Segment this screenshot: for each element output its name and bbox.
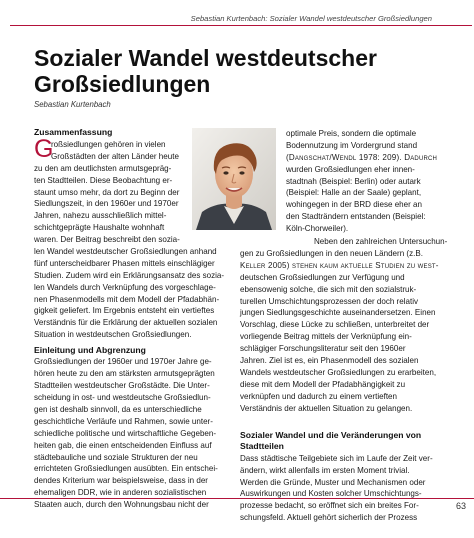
intro-line: geschichtliche Verläufe und Rahmen, sowie unter- bbox=[34, 416, 213, 426]
citation-line: (Dangschat/Wendl 1978: 209). Dadurch bbox=[286, 152, 438, 162]
summary-line: Situation in westdeutschen Großsiedlungen. bbox=[34, 330, 192, 340]
body-line: Werden die Gründe, Muster und Mechanismen oder bbox=[240, 477, 426, 487]
intro-line: städtebauliche und soziale Strukturen der neu bbox=[34, 452, 198, 462]
intro-line: heiten gab, die einen entscheidenden Einfluss auf bbox=[34, 440, 212, 450]
summary-paragraph-wide bbox=[34, 246, 274, 341]
body-line: diese mit dem Modell der Pfadabhängigkeit zu bbox=[240, 379, 406, 389]
summary-line: len Wandels durch Verknüpfung des vorgeschlage- bbox=[34, 282, 216, 292]
intro-line: dendes Kriterium war beispielsweise, dass in der bbox=[34, 476, 208, 486]
body-line: wurden Großsiedlungen eher innen- bbox=[286, 164, 415, 174]
intro-line: Großsiedlungen der 1960er und 1970er Jahre ge- bbox=[34, 357, 212, 367]
body-line: Verständnis der aktuellen Situation zu gelangen. bbox=[240, 403, 413, 413]
body-line: gen zu Großsiedlungen in den neuen Ländern (z.B. bbox=[240, 249, 423, 258]
summary-line: roßsiedlungen gehören in vielen bbox=[51, 140, 166, 149]
body-line: den Stadträndern entstanden (Beispiel: bbox=[286, 212, 426, 222]
summary-line: Siedlungszeit, in den 1960er und 1970er bbox=[34, 199, 179, 209]
left-column bbox=[34, 127, 182, 138]
change-heading: Sozialer Wandel und die Veränderungen von Stadtteilen bbox=[240, 430, 422, 452]
summary-line: Großstädten der alten Länder heute bbox=[51, 151, 179, 161]
body-line: prozesse bedacht, so eröffnet sich ein breites For- bbox=[240, 501, 419, 511]
summary-line: Studien. Zudem wird ein Erklärungsansatz des sozia- bbox=[34, 270, 225, 280]
body-line: optimale Preis, sondern die optimale bbox=[286, 129, 417, 138]
right-column-body-wide bbox=[240, 248, 439, 414]
change-section bbox=[240, 430, 436, 524]
summary-line: Jahren, nahezu ausschließlich mittel- bbox=[34, 211, 167, 221]
intro-line: ehemaligen DDR, wie in anderen sozialistischen bbox=[34, 488, 207, 498]
body-line: Köln-Chorweiler). bbox=[286, 224, 349, 234]
citation-line: Keller 2005) stehen kaum aktuelle Studien zu west- bbox=[240, 260, 439, 270]
summary-line: waren. Der Beitrag beschreibt den sozia- bbox=[34, 235, 180, 245]
intro-section bbox=[34, 345, 274, 511]
intro-line: Stadtteilen westdeutscher Großstädte. Die Unter- bbox=[34, 381, 210, 391]
body-line: schlägiger Forschungsliteratur seit den 1960er bbox=[240, 344, 406, 354]
body-line: (Beispiel: Halle an der Saale) geplant, bbox=[286, 188, 422, 198]
intro-line: schiedliche politische und wirtschaftliche Gegeben- bbox=[34, 428, 217, 438]
intro-line: scheidung in ost- und westdeutsche Großsiedlun- bbox=[34, 393, 211, 403]
body-line: ebensowenig solche, die sich mit den sozialstruk- bbox=[240, 284, 417, 294]
body-line: deutschen Großsiedlungen zur Verfügung und bbox=[240, 272, 405, 282]
intro-line: hören heute zu den am stärksten armutsgeprägten bbox=[34, 369, 215, 379]
summary-line: nen Phasenmodells mit dem Modell der Pfadabhän- bbox=[34, 294, 220, 304]
right-column-body bbox=[286, 236, 448, 248]
body-line: Jahren. Ziel ist es, ein Phasenmodell des sozialen bbox=[240, 356, 419, 366]
body-line: schungsfeld. Aktuell gehört sicherlich der Prozess bbox=[240, 513, 418, 523]
summary-paragraph bbox=[34, 135, 184, 246]
summary-heading: Zusammenfassung bbox=[34, 127, 113, 137]
body-line: Wandels westdeutscher Großsiedlungen zu erarbeiten, bbox=[240, 367, 437, 377]
author-photo bbox=[192, 128, 276, 230]
body-line: jungen Siedlungsgeschichte auseinandersetzen. Einen bbox=[240, 308, 436, 318]
intro-line: errichteten Großsiedlungen ausübten. Ein entschei- bbox=[34, 464, 218, 474]
body-line: stadtnah (Beispiel: Berlin) oder autark bbox=[286, 176, 421, 186]
summary-line: schichtgeprägte Haushalte wohnhaft bbox=[34, 223, 165, 233]
running-head: Sebastian Kurtenbach: Sozialer Wandel westdeutscher Großsiedlungen bbox=[10, 14, 472, 26]
summary-line: len Wandel westdeutscher Großsiedlungen anhand bbox=[34, 247, 217, 256]
summary-line: gigkeit geliefert. Im Ergebnis entsteht ein vertieftes bbox=[34, 306, 215, 316]
intro-heading: Einleitung und Abgrenzung bbox=[34, 345, 146, 355]
body-line: Bodennutzung im Vordergrund stand bbox=[286, 140, 418, 150]
page-number: 63 bbox=[455, 501, 466, 511]
body-line: Neben den zahlreichen Untersuchun- bbox=[314, 237, 448, 246]
summary-line: zu den am deutlichsten armutsgepräg- bbox=[34, 163, 172, 173]
body-line: turellen Umschichtungsprozessen der doch relativ bbox=[240, 296, 419, 306]
summary-line: fünf unterscheidbarer Phasen mittels einschlägiger bbox=[34, 258, 215, 268]
body-line: wohingegen in der BRD diese eher an bbox=[286, 200, 422, 210]
author-name: Sebastian Kurtenbach bbox=[34, 100, 111, 109]
summary-line: Verständnis für die Erklärung der aktuellen sozialen bbox=[34, 318, 218, 328]
intro-line: Staaten auch, durch den Wohnungsbau nicht der bbox=[34, 500, 209, 510]
intro-line: gen ist deshalb sinnvoll, da es unterschiedliche bbox=[34, 404, 202, 414]
body-line: Dass städtische Teilgebiete sich im Laufe der Zeit ver- bbox=[240, 453, 433, 463]
body-line: ändern, wirkt allenfalls im ersten Moment trivial. bbox=[240, 465, 410, 475]
body-line: vorliegende Beitrag mittels der Verknüpfung ein- bbox=[240, 332, 412, 342]
body-line: verknüpfen und dadurch zu einem vertieften bbox=[240, 391, 398, 401]
drop-cap: G bbox=[34, 135, 54, 163]
summary-line: ten Stadtteilen. Diese Beobachtung er- bbox=[34, 175, 173, 185]
summary-line: staunt umso mehr, da dort zu Beginn der bbox=[34, 187, 180, 197]
body-line: Auswirkungen und Kosten solcher Umschichtungs- bbox=[240, 489, 422, 499]
article-title: Sozialer Wandel westdeutscher Großsiedlungen bbox=[34, 45, 377, 97]
body-line: Vorschlag, diese Lücke zu schließen, unterbreitet der bbox=[240, 320, 430, 330]
right-column-top bbox=[286, 128, 438, 235]
